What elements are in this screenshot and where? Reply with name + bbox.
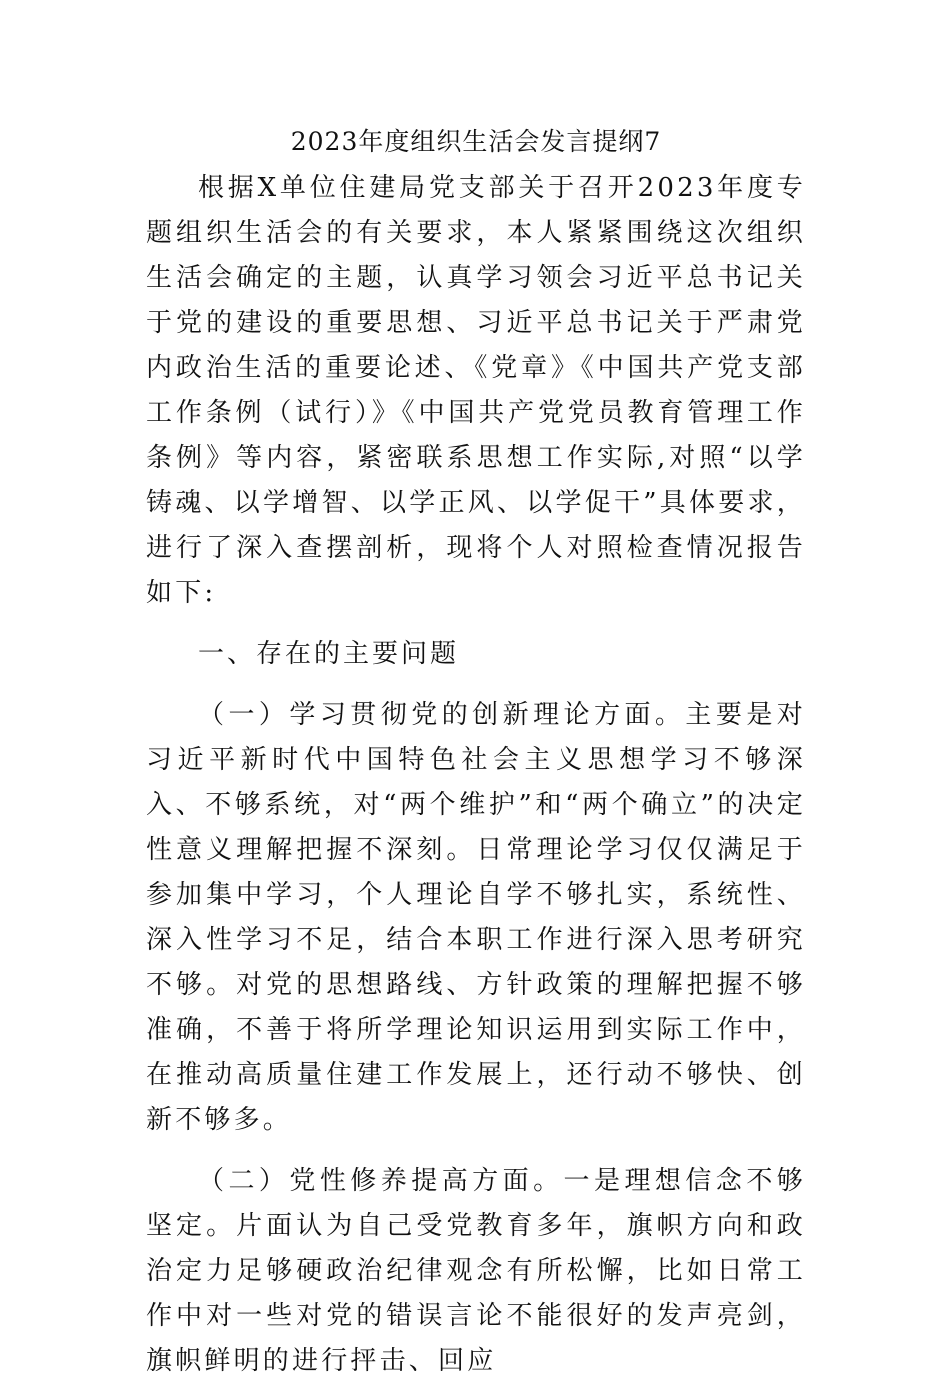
item-2-paragraph: （二）党性修养提高方面。一是理想信念不够坚定。片面认为自己受党教育多年，旗帜方向和政治定力足够硬政治纪律观念有所松懈，比如日常工作中对一些对党的错误言论不能很好的发声亮剑，旗帜鲜明的进行抨击、回应 bbox=[146, 1166, 806, 1376]
intro-paragraph: 根据X单位住建局党支部关于召开2023年度专题组织生活会的有关要求，本人紧紧围绕这次组织生活会确定的主题，认真学习领会习近平总书记关于党的建设的重要思想、习近平总书记关于严肃党内政治生活的重要论述、《党章》《中国共产党支部工作条例（试行）》《中国共产党党员教育管理工作条例》等内容，紧密联系思想工作实际,对照“以学铸魂、以学增智、以学正风、以学促干”具体要求，进行了深入查摆剖析，现将个人对照检查情况报告如下: bbox=[146, 173, 806, 608]
section-heading: 一、存在的主要问题 bbox=[198, 639, 460, 669]
item-1-paragraph: （一）学习贯彻党的创新理论方面。主要是对习近平新时代中国特色社会主义思想学习不够深入、不够系统，对“两个维护”和“两个确立”的决定性意义理解把握不深刻。日常理论学习仅仅满足于参加集中学习，个人理论自学不够扎实，系统性、深入性学习不足，结合本职工作进行深入思考研究不够。对党的思想路线、方针政策的理解把握不够准确，不善于将所学理论知识运用到实际工作中，在推动高质量住建工作发展上，还行动不够快、创新不够多。 bbox=[146, 700, 806, 1135]
document-title: 2023年度组织生活会发言提纲7 bbox=[290, 127, 662, 156]
document-page bbox=[146, 120, 806, 1384]
